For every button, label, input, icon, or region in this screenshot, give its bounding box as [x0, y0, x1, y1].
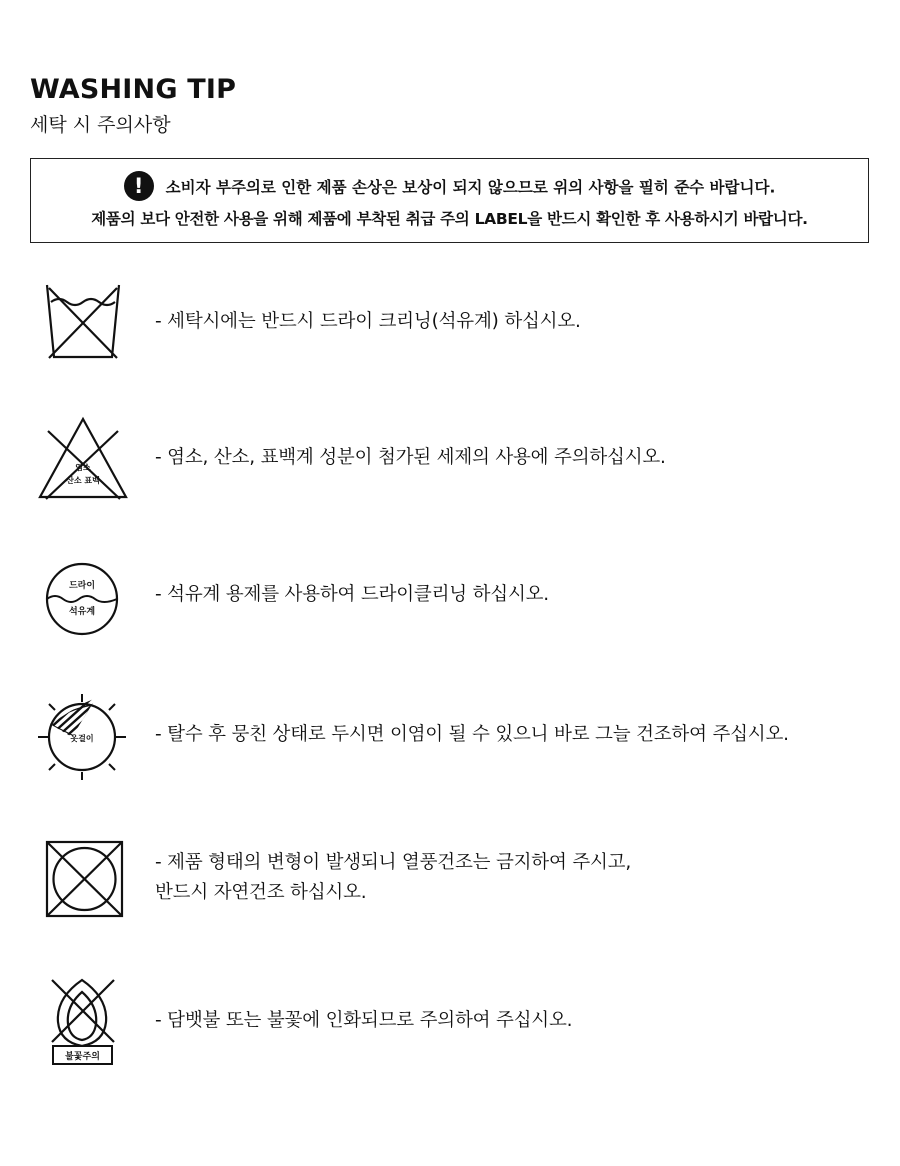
tip-text-line-1: - 제품 형태의 변형이 발생되니 열풍건조는 금지하여 주시고, — [155, 852, 632, 873]
icon-label: 염소 — [75, 463, 91, 472]
icon-label: 산소 표백 — [66, 476, 100, 485]
no-bleach-icon — [36, 415, 130, 503]
icon-label: 드라이 — [68, 581, 96, 591]
exclamation-icon: ! — [124, 171, 154, 201]
page-title: WASHING TIP — [30, 74, 237, 105]
tip-text-line-2: 반드시 자연건조 하십시오. — [155, 882, 367, 903]
keep-away-from-fire-icon — [48, 976, 118, 1068]
do-not-wash-icon — [42, 282, 124, 362]
notice-line-1 — [31, 173, 868, 203]
icon-label: 옷걸이 — [70, 734, 94, 743]
tip-text: - 염소, 산소, 표백계 성분이 첨가된 세제의 사용에 주의하십시오. — [155, 447, 666, 468]
page-subtitle: 세탁 시 주의사항 — [30, 114, 171, 136]
notice-box — [30, 158, 869, 243]
tip-text: - 담뱃불 또는 불꽃에 인화되므로 주의하여 주십시오. — [155, 1010, 573, 1031]
icon-label: 석유계 — [68, 607, 96, 617]
no-tumble-dry-icon — [45, 840, 125, 918]
notice-text-2: 제품의 보다 안전한 사용을 위해 제품에 부착된 취급 주의 LABEL을 반드시 확인한 후 사용하시기 바랍니다. — [91, 210, 808, 228]
tip-text: - 석유계 용제를 사용하여 드라이클리닝 하십시오. — [155, 584, 549, 605]
icon-label: 불꽃주의 — [65, 1052, 100, 1062]
dry-clean-icon — [42, 561, 122, 637]
tip-text: - 탈수 후 뭉친 상태로 두시면 이염이 될 수 있으니 바로 그늘 건조하여 주십시오. — [155, 724, 789, 745]
tip-text — [155, 848, 631, 908]
shade-dry-icon — [36, 692, 128, 782]
tip-text: - 세탁시에는 반드시 드라이 크리닝(석유계) 하십시오. — [155, 311, 581, 332]
notice-text-1: 소비자 부주의로 인한 제품 손상은 보상이 되지 않으므로 위의 사항을 필히 준수 바랍니다. — [165, 178, 776, 197]
